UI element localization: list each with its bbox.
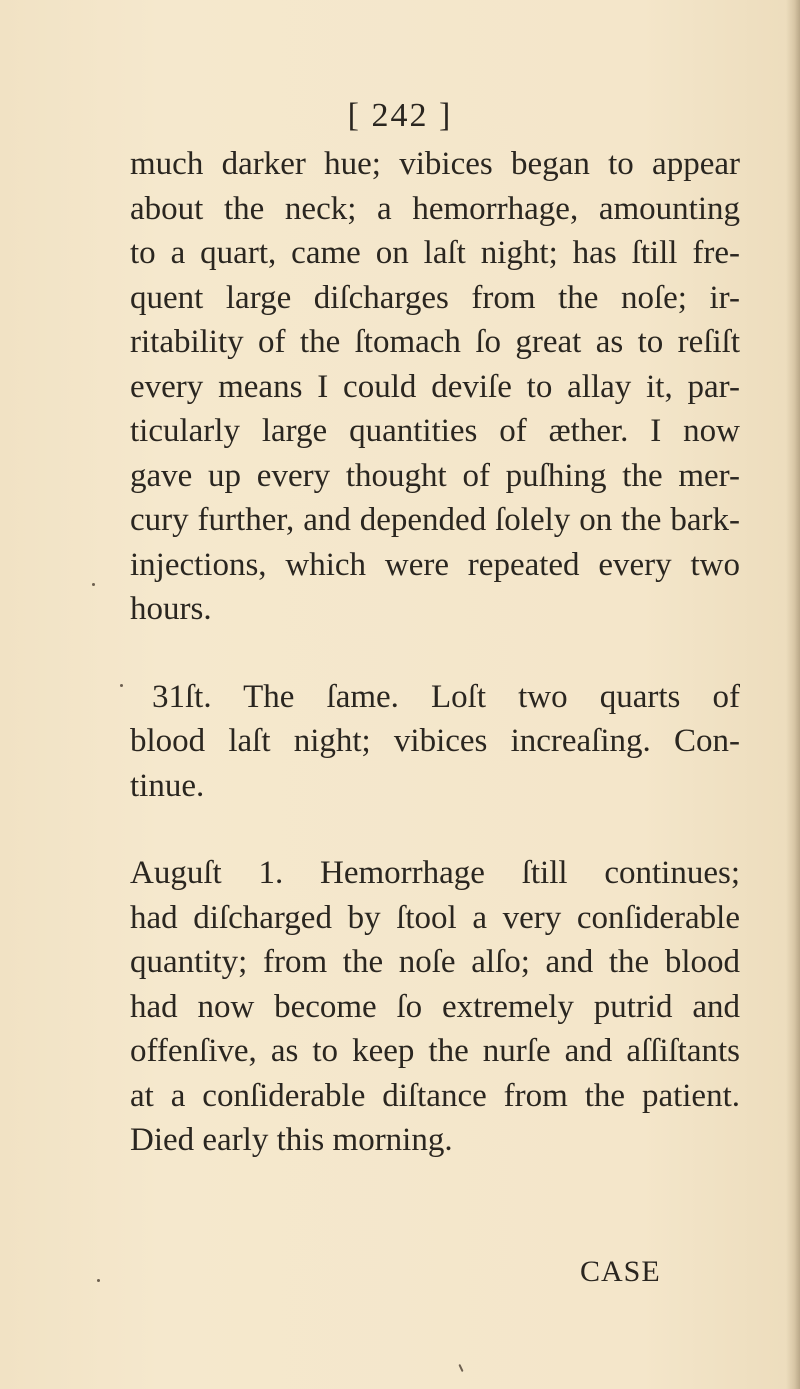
- text-line: offenſive, as to keep the nurſe and aſſiſtants: [130, 1033, 740, 1069]
- text-line: quent large diſcharges from the noſe; ir-: [130, 279, 740, 316]
- text-line: had now become ſo extremely putrid and: [130, 988, 740, 1025]
- paragraph-2: [130, 675, 740, 809]
- text-line: ticularly large quantities of æther. I now: [130, 413, 740, 449]
- body-text: [130, 142, 740, 1163]
- text-line: tinue.: [130, 767, 205, 804]
- text-line: about the neck; a hemorrhage, amounting: [130, 190, 740, 227]
- text-line: at a conſiderable diſtance from the patient.: [130, 1077, 740, 1114]
- text-line: every means I could deviſe to allay it, par-: [130, 368, 740, 405]
- paragraph-3: [130, 851, 740, 1163]
- text-line: Died early this morning.: [130, 1122, 453, 1158]
- text-line: much darker hue; vibices began to appear: [130, 146, 740, 182]
- text-line: quantity; from the noſe alſo; and the blood: [130, 944, 740, 980]
- text-line: blood laſt night; vibices increaſing. Con-: [130, 723, 740, 759]
- ink-speck: [120, 684, 123, 687]
- text-line: to a quart, came on laſt night; has ſtill fre-: [130, 235, 740, 271]
- page-number-header: [ 242 ]: [347, 97, 453, 134]
- text-line: 31ſt. The ſame. Loſt two quarts of: [152, 678, 740, 715]
- text-line: hours.: [130, 591, 212, 627]
- text-line: cury further, and depended ſolely on the bark-: [130, 502, 740, 538]
- text-line: ritability of the ſtomach ſo great as to reſiſt: [130, 324, 740, 360]
- paragraph-1: [130, 142, 740, 632]
- ink-speck: [92, 583, 95, 586]
- catchword: CASE: [580, 1255, 661, 1288]
- text-line: had diſcharged by ſtool a very conſiderable: [130, 899, 740, 936]
- text-line: gave up every thought of puſhing the mer-: [130, 457, 740, 494]
- page-edge-shadow: [786, 0, 800, 1389]
- text-line: injections, which were repeated every two: [130, 546, 740, 583]
- ink-speck: [458, 1364, 463, 1372]
- ink-speck: [97, 1279, 100, 1282]
- text-line: Auguſt 1. Hemorrhage ſtill continues;: [130, 855, 740, 891]
